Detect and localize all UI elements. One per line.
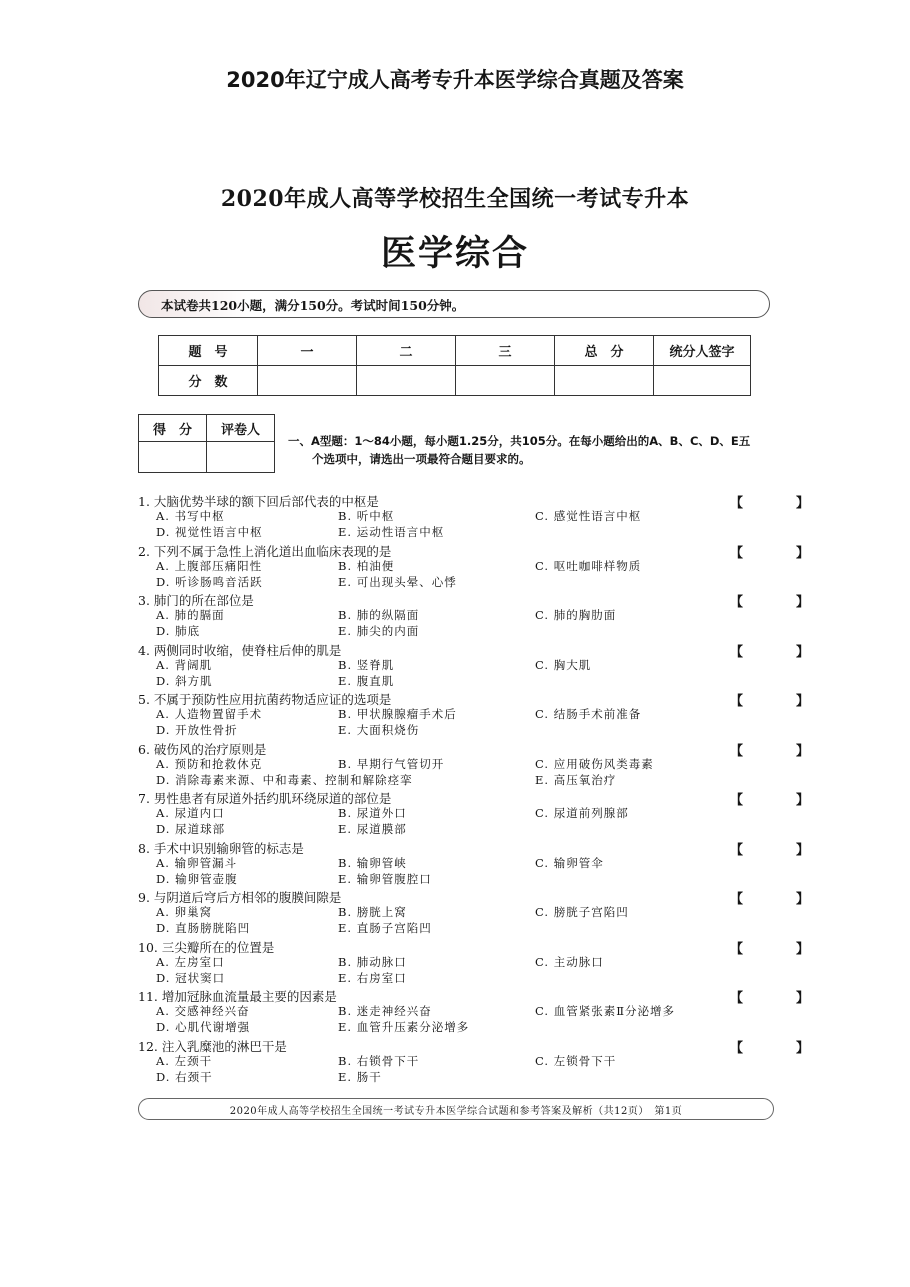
question-item: [138, 591, 830, 641]
option-b: B. 迷走神经兴奋: [338, 1004, 432, 1018]
answer-bracket: 【 】: [730, 496, 830, 511]
option-e: E. 输卵管腹腔口: [338, 871, 432, 886]
option-c: C. 呕吐咖啡样物质: [535, 558, 642, 573]
exam-page-scan: [128, 170, 830, 1130]
option-e: E. 可出现头晕、心悸: [338, 574, 457, 589]
option-e: E. 直肠子宫陷凹: [338, 921, 432, 935]
grader-name-label: 评卷人: [207, 415, 275, 442]
option-b: B. 右锁骨下干: [338, 1053, 420, 1068]
score-cell: [555, 366, 654, 396]
page-footer-text: 2020年成人高等学校招生全国统一考试专升本医学综合试题和参考答案及解析（共12页） 第1页: [229, 1106, 683, 1117]
option-d: D. 视觉性语言中枢: [156, 525, 263, 539]
question-item: [138, 839, 830, 889]
question-stem: 6. 破伤风的治疗原则是: [138, 741, 267, 757]
question-stem: 5. 不属于预防性应用抗菌药物适应证的选项是: [138, 692, 392, 707]
question-stem: 2. 下列不属于急性上消化道出血临床表现的是: [138, 543, 392, 559]
answer-bracket: 【 】: [730, 793, 830, 808]
question-list: [138, 492, 830, 1086]
option-d: D. 尿道球部: [156, 822, 226, 836]
option-b: B. 早期行气管切开: [338, 756, 445, 771]
exam-info-banner: [138, 290, 770, 318]
score-table-header-cell: 三: [456, 336, 555, 366]
option-d: D. 心肌代谢增强: [156, 1020, 251, 1034]
score-table: [158, 335, 751, 396]
option-e: E. 肺尖的内面: [338, 624, 420, 638]
option-d: D. 消除毒素来源、中和毒素、控制和解除痉挛: [156, 772, 413, 787]
option-d: D. 听诊肠鸣音活跃: [156, 574, 263, 589]
option-e: E. 肠干: [338, 1069, 382, 1084]
option-c: C. 主动脉口: [535, 954, 604, 969]
grader-score-cell: [139, 442, 207, 473]
option-c: C. 尿道前列腺部: [535, 806, 629, 820]
option-a: A. 人造物置留手术: [156, 707, 263, 721]
question-item: [138, 789, 830, 839]
option-c: C. 输卵管伞: [535, 855, 604, 870]
question-item: [138, 1037, 830, 1087]
option-c: C. 左锁骨下干: [535, 1053, 617, 1068]
option-a: A. 左颈干: [156, 1053, 213, 1068]
option-d: D. 输卵管壶腹: [156, 871, 238, 886]
option-a: A. 预防和抢救休克: [156, 756, 263, 771]
grader-score-label: 得 分: [139, 415, 207, 442]
answer-bracket: 【 】: [730, 545, 830, 561]
option-b: B. 柏油便: [338, 558, 395, 573]
option-a: A. 左房室口: [156, 954, 225, 969]
section-one-line-1: 一、A型题：1～84小题，每小题1.25分，共105分。在每小题给出的A、B、C、D、E五: [288, 434, 751, 448]
option-b: B. 听中枢: [338, 509, 395, 523]
score-table-header-cell: 二: [357, 336, 456, 366]
document-title: 2020年辽宁成人高考专升本医学综合真题及答案: [226, 68, 684, 92]
option-b: B. 肺的纵隔面: [338, 608, 420, 622]
option-e: E. 腹直肌: [338, 673, 395, 688]
option-d: D. 肺底: [156, 624, 201, 638]
option-d: D. 开放性骨折: [156, 723, 238, 737]
score-cell: [456, 366, 555, 396]
score-table-header-cell: 题 号: [159, 336, 258, 366]
question-item: [138, 492, 830, 542]
option-e: E. 运动性语言中枢: [338, 525, 445, 539]
option-e: E. 尿道膜部: [338, 822, 407, 836]
answer-bracket: 【 】: [730, 941, 830, 957]
exam-title: 2020年成人高等学校招生全国统一考试专升本: [220, 186, 690, 212]
question-item: [138, 690, 830, 740]
option-a: A. 肺的膈面: [156, 608, 225, 622]
question-item: [138, 542, 830, 592]
option-d: D. 右颈干: [156, 1069, 213, 1084]
grader-name-cell: [207, 442, 275, 473]
section-one-instructions: [288, 432, 768, 468]
option-a: A. 卵巢窝: [156, 905, 213, 919]
question-item: [138, 641, 830, 691]
page-footer: [138, 1098, 774, 1120]
question-stem: 4. 两侧同时收缩，使脊柱后伸的肌是: [138, 642, 342, 658]
option-b: B. 膀胱上窝: [338, 905, 407, 919]
option-e: E. 血管升压素分泌增多: [338, 1020, 470, 1034]
option-b: B. 甲状腺腺瘤手术后: [338, 707, 457, 721]
score-table-header-row: [159, 336, 751, 366]
exam-info-text: 本试卷共120小题，满分150分。考试时间150分钟。: [161, 298, 465, 313]
exam-subject: 医学综合: [380, 234, 529, 274]
score-row-label: 分 数: [159, 366, 258, 396]
score-cell: [357, 366, 456, 396]
score-table-header-cell: 统分人签字: [654, 336, 751, 366]
section-one-line-2: 个选项中，请选出一项最符合题目要求的。: [312, 452, 531, 466]
answer-bracket: 【 】: [730, 1040, 830, 1056]
question-stem: 10. 三尖瓣所在的位置是: [138, 939, 275, 955]
question-item: [138, 888, 830, 938]
score-table-score-row: [159, 366, 751, 396]
option-c: C. 感觉性语言中枢: [535, 509, 642, 523]
option-b: B. 尿道外口: [338, 806, 407, 820]
option-a: A. 上腹部压痛阳性: [156, 558, 263, 573]
question-item: [138, 938, 830, 988]
grader-box: [138, 414, 275, 473]
option-e: E. 右房室口: [338, 970, 407, 985]
option-b: B. 竖脊肌: [338, 657, 395, 672]
option-a: A. 输卵管漏斗: [156, 855, 238, 870]
option-a: A. 书写中枢: [156, 509, 225, 523]
answer-bracket: 【 】: [730, 991, 830, 1006]
option-d: D. 斜方肌: [156, 673, 213, 688]
answer-bracket: 【 】: [730, 694, 830, 709]
answer-bracket: 【 】: [730, 595, 830, 610]
option-c: C. 胸大肌: [535, 657, 592, 672]
question-stem: 1. 大脑优势半球的额下回后部代表的中枢是: [138, 494, 379, 509]
question-stem: 11. 增加冠脉血流量最主要的因素是: [138, 989, 337, 1004]
question-item: [138, 740, 830, 790]
answer-bracket: 【 】: [730, 644, 830, 660]
option-c: C. 血管紧张素Ⅱ分泌增多: [535, 1004, 676, 1018]
option-b: B. 肺动脉口: [338, 954, 407, 969]
option-d: D. 冠状窦口: [156, 970, 226, 985]
score-table-header-cell: 一: [258, 336, 357, 366]
score-table-header-cell: 总 分: [555, 336, 654, 366]
answer-bracket: 【 】: [730, 842, 830, 858]
option-a: A. 交感神经兴奋: [156, 1004, 250, 1018]
question-item: [138, 987, 830, 1037]
answer-bracket: 【 】: [730, 892, 830, 907]
option-e: E. 大面积烧伤: [338, 723, 420, 737]
option-d: D. 直肠膀胱陷凹: [156, 921, 251, 935]
option-c: C. 膀胱子宫陷凹: [535, 905, 629, 919]
question-stem: 12. 注入乳糜池的淋巴干是: [138, 1038, 287, 1054]
answer-bracket: 【 】: [730, 743, 830, 759]
question-stem: 7. 男性患者有尿道外括约肌环绕尿道的部位是: [138, 791, 392, 806]
option-c: C. 结肠手术前准备: [535, 707, 642, 721]
option-e: E. 高压氧治疗: [535, 772, 617, 787]
score-cell: [258, 366, 357, 396]
option-c: C. 应用破伤风类毒素: [535, 756, 654, 771]
question-stem: 8. 手术中识别输卵管的标志是: [138, 840, 304, 856]
option-a: A. 尿道内口: [156, 806, 225, 820]
option-b: B. 输卵管峡: [338, 855, 407, 870]
option-c: C. 肺的胸肋面: [535, 608, 617, 622]
question-stem: 3. 肺门的所在部位是: [138, 593, 254, 608]
question-stem: 9. 与阴道后穹后方相邻的腹膜间隙是: [138, 890, 342, 905]
option-a: A. 背阔肌: [156, 657, 213, 672]
score-cell: [654, 366, 751, 396]
